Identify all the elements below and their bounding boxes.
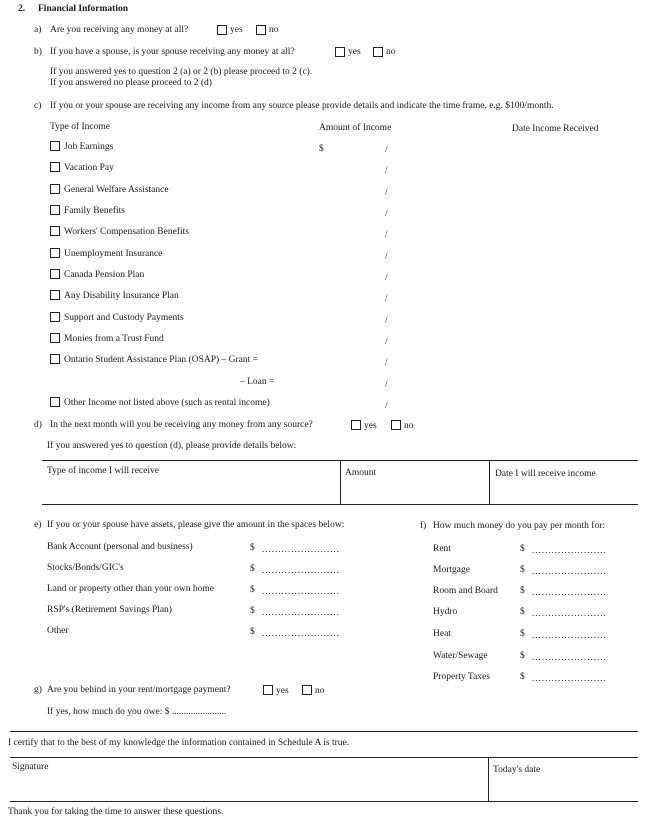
income-checkbox[interactable] (50, 312, 60, 322)
income-slash: / (385, 337, 388, 347)
question-d-note: If you answered yes to question (d), please provide details below: (47, 441, 297, 451)
income-item-label: Workers' Compensation Benefits (64, 227, 189, 237)
question-d-yes-label: yes (364, 421, 377, 431)
asset-label: RSP's (Retirement Savings Plan) (47, 605, 172, 615)
income-checkbox[interactable] (50, 205, 60, 215)
expense-label: Mortgage (433, 565, 470, 575)
expense-amount-field[interactable]: ....................... (532, 566, 607, 576)
question-a-yes-label: yes (230, 25, 243, 35)
income-slash: / (385, 166, 388, 176)
expense-label: Heat (433, 629, 451, 639)
question-a-marker: a) (34, 25, 42, 35)
question-b-note-1: If you answered yes to question 2 (a) or 2 (b) please proceed to 2 (c). (50, 67, 313, 77)
question-b-marker: b) (34, 47, 42, 57)
income-slash: / (385, 145, 388, 155)
question-d-yes-checkbox[interactable] (351, 420, 361, 430)
expense-label: Property Taxes (433, 672, 490, 682)
asset-dollar-sign: $ (250, 627, 255, 637)
income-item-label: Ontario Student Assistance Plan (OSAP) – Grant = (64, 355, 259, 365)
income-checkbox[interactable] (50, 162, 60, 172)
expense-dollar-sign: $ (520, 565, 525, 575)
question-c-marker: c) (34, 101, 42, 111)
future-date-header: Date I will receive income (495, 469, 596, 479)
question-b-yes-checkbox[interactable] (335, 47, 345, 57)
question-b-no-checkbox[interactable] (373, 47, 383, 57)
question-a-no-label: no (269, 25, 279, 35)
income-item-label: Other Income not listed above (such as rental income) (64, 398, 270, 408)
expense-dollar-sign: $ (520, 586, 525, 596)
income-date-header: Date Income Received (512, 124, 599, 134)
asset-dollar-sign: $ (250, 543, 255, 553)
income-slash: / (385, 273, 388, 283)
expense-amount-field[interactable]: ....................... (532, 630, 607, 640)
asset-dollar-sign: $ (250, 564, 255, 574)
income-item-label: Canada Pension Plan (64, 270, 145, 280)
income-slash: / (385, 294, 388, 304)
asset-label: Other (47, 626, 69, 636)
table-rule (42, 504, 638, 505)
section-rule (10, 731, 638, 732)
question-a-yes-checkbox[interactable] (217, 25, 227, 35)
income-item-label: Vacation Pay (64, 163, 114, 173)
question-e-marker: e) (34, 520, 42, 530)
asset-amount-field[interactable]: ........................ (262, 544, 340, 554)
question-d-text: In the next month will you be receiving any money from any source? (50, 420, 313, 430)
signature-top-rule (10, 757, 638, 758)
question-f-marker: f) (420, 521, 427, 531)
expense-label: Rent (433, 544, 451, 554)
expense-dollar-sign: $ (520, 607, 525, 617)
income-slash: / (385, 380, 388, 390)
question-d-no-label: no (404, 421, 414, 431)
question-a-text: Are you receiving any money at all? (50, 25, 189, 35)
income-item-label: Monies from a Trust Fund (64, 334, 164, 344)
expense-dollar-sign: $ (520, 544, 525, 554)
income-item-label: Any Disability Insurance Plan (64, 291, 179, 301)
expense-amount-field[interactable]: ....................... (532, 608, 607, 618)
asset-dollar-sign: $ (250, 606, 255, 616)
asset-label: Stocks/Bonds/GIC's (47, 563, 124, 573)
expense-label: Room and Board (433, 586, 498, 596)
question-b-note-2: If you answered no please proceed to 2 (d) (50, 78, 212, 88)
section-number: 2. (18, 4, 26, 14)
signature-divider (488, 757, 489, 802)
income-item-label: Family Benefits (64, 206, 125, 216)
income-slash: / (385, 252, 388, 262)
question-g-yes-checkbox[interactable] (263, 685, 273, 695)
expense-label: Hydro (433, 607, 458, 617)
asset-amount-field[interactable]: ........................ (262, 607, 340, 617)
signature-bottom-rule (10, 801, 638, 802)
question-g-no-checkbox[interactable] (302, 685, 312, 695)
question-g-text: Are you behind in your rent/mortgage payment? (47, 685, 231, 695)
question-g-yes-label: yes (276, 686, 289, 696)
income-checkbox[interactable] (50, 354, 60, 364)
asset-amount-field[interactable]: ........................ (262, 565, 340, 575)
income-checkbox[interactable] (50, 248, 60, 258)
question-b-no-label: no (386, 47, 396, 57)
asset-label: Bank Account (personal and business) (47, 542, 193, 552)
income-checkbox[interactable] (50, 290, 60, 300)
expense-dollar-sign: $ (520, 629, 525, 639)
expense-label: Water/Sewage (433, 651, 488, 661)
question-d-marker: d) (34, 420, 42, 430)
income-checkbox[interactable] (50, 226, 60, 236)
income-checkbox[interactable] (50, 333, 60, 343)
asset-label: Land or property other than your own home (47, 584, 214, 594)
table-divider (340, 461, 341, 505)
income-slash: / (385, 358, 388, 368)
future-type-header: Type of income I will receive (47, 466, 159, 476)
expense-dollar-sign: $ (520, 672, 525, 682)
owed-amount-field[interactable]: If yes, how much do you owe: $ ....................... (47, 707, 227, 717)
expense-amount-field[interactable]: ....................... (532, 652, 607, 662)
section-title: Financial Information (38, 4, 128, 14)
income-slash: / (385, 188, 388, 198)
income-checkbox[interactable] (50, 141, 60, 151)
todays-date-label: Today's date (493, 765, 541, 775)
question-f-text: How much money do you pay per month for: (433, 521, 606, 531)
asset-amount-field[interactable]: ........................ (262, 586, 340, 596)
signature-label: Signature (12, 762, 49, 772)
table-divider (489, 461, 490, 505)
income-slash: / (385, 316, 388, 326)
question-g-no-label: no (315, 686, 325, 696)
income-type-header: Type of Income (50, 122, 111, 132)
certify-statement: I certify that to the best of my knowledge the information contained in Schedule A is true. (8, 738, 350, 748)
asset-dollar-sign: $ (250, 585, 255, 595)
income-dollar-sign: $ (319, 144, 324, 154)
income-item-label: Job Earnings (64, 142, 114, 152)
income-checkbox[interactable] (50, 397, 60, 407)
income-amount-header: Amount of Income (319, 123, 392, 133)
question-e-text: If you or your spouse have assets, please give the amount in the spaces below: (47, 520, 345, 530)
thank-you-note: Thank you for taking the time to answer these questions. (8, 807, 224, 817)
income-item-label: Support and Custody Payments (64, 313, 184, 323)
asset-amount-field[interactable]: ........................ (262, 628, 340, 638)
question-d-no-checkbox[interactable] (391, 420, 401, 430)
income-slash: / (385, 401, 388, 411)
expense-amount-field[interactable]: ....................... (532, 673, 607, 683)
expense-amount-field[interactable]: ....................... (532, 587, 607, 597)
question-b-yes-label: yes (348, 47, 361, 57)
income-checkbox[interactable] (50, 269, 60, 279)
question-c-text: If you or your spouse are receiving any income from any source please provide details and indicate the time frame, e.g. $100/month. (50, 101, 554, 111)
question-a-no-checkbox[interactable] (256, 25, 266, 35)
expense-amount-field[interactable]: ....................... (532, 545, 607, 555)
income-item-label: Unemployment Insurance (64, 249, 163, 259)
expense-dollar-sign: $ (520, 651, 525, 661)
income-slash: / (385, 230, 388, 240)
osap-loan-label: – Loan = (240, 377, 275, 387)
income-item-label: General Welfare Assistance (64, 185, 169, 195)
income-checkbox[interactable] (50, 184, 60, 194)
question-g-marker: g) (34, 685, 42, 695)
income-slash: / (385, 209, 388, 219)
question-b-text: If you have a spouse, is your spouse receiving any money at all? (50, 47, 295, 57)
future-amount-header: Amount (345, 468, 377, 478)
